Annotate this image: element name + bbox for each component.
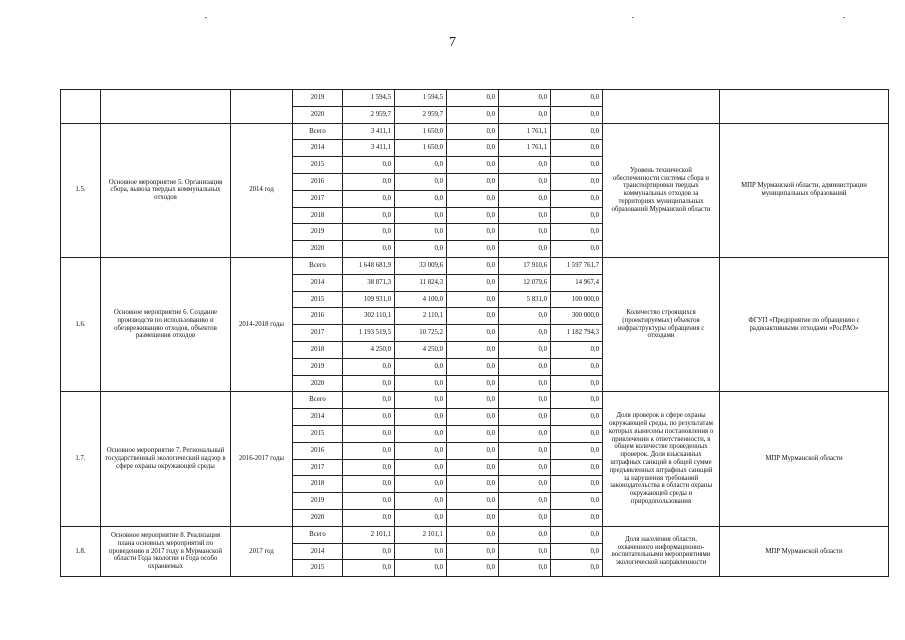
amount-cell: 1 650,0: [395, 123, 447, 140]
amount-cell: 0,0: [499, 325, 551, 342]
table-row: [61, 526, 889, 543]
amount-cell: 0,0: [447, 207, 499, 224]
amount-cell: 2 101,1: [395, 526, 447, 543]
amount-cell: 38 871,3: [343, 274, 395, 291]
amount-cell: 1 648 681,9: [343, 257, 395, 274]
amount-cell: 0,0: [447, 526, 499, 543]
amount-cell: 0,0: [343, 392, 395, 409]
year-cell: 2014: [293, 543, 343, 560]
amount-cell: 0,0: [447, 90, 499, 107]
amount-cell: 1 650,0: [395, 140, 447, 157]
amount-cell: 0,0: [447, 375, 499, 392]
amount-cell: 0,0: [499, 341, 551, 358]
amount-cell: 0,0: [499, 476, 551, 493]
amount-cell: 0,0: [343, 442, 395, 459]
activity-executor: [720, 90, 889, 124]
amount-cell: 0,0: [551, 526, 603, 543]
amount-cell: 4 250,0: [343, 341, 395, 358]
amount-cell: 0,0: [395, 409, 447, 426]
amount-cell: 0,0: [551, 140, 603, 157]
amount-cell: 1 182 794,3: [551, 325, 603, 342]
page-number: 7: [449, 35, 456, 50]
amount-cell: 0,0: [395, 509, 447, 526]
amount-cell: 11 824,3: [395, 274, 447, 291]
activity-period: 2014-2018 годы: [231, 257, 293, 391]
activity-indicator: Количество строящихся (проектируемых) объектов инфраструктуры обращения с отходами: [603, 257, 720, 391]
amount-cell: 0,0: [499, 409, 551, 426]
activity-period: 2017 год: [231, 526, 293, 576]
amount-cell: 10 725,2: [395, 325, 447, 342]
amount-cell: 0,0: [499, 526, 551, 543]
activity-indicator: [603, 90, 720, 124]
year-cell: 2018: [293, 476, 343, 493]
amount-cell: 0,0: [551, 190, 603, 207]
amount-cell: 0,0: [499, 442, 551, 459]
amount-cell: 0,0: [447, 509, 499, 526]
table-row: [61, 392, 889, 409]
activity-indicator: Доля населения области, охваченного информационно-воспитательными мероприятиями экологической направленности: [603, 526, 720, 576]
amount-cell: 0,0: [447, 476, 499, 493]
amount-cell: 0,0: [395, 157, 447, 174]
amount-cell: 0,0: [551, 509, 603, 526]
amount-cell: 0,0: [395, 207, 447, 224]
amount-cell: 0,0: [551, 241, 603, 258]
amount-cell: 0,0: [551, 543, 603, 560]
activity-name: Основное мероприятие 8. Реализация плана основных мероприятий по проведению в 2017 году в Мурманской области Года экологии и Года особо охраняемых: [101, 526, 231, 576]
amount-cell: 33 009,6: [395, 257, 447, 274]
scan-speck: [632, 17, 634, 18]
amount-cell: 0,0: [447, 358, 499, 375]
table-row: [61, 90, 889, 107]
amount-cell: 302 110,1: [343, 308, 395, 325]
amount-cell: 0,0: [551, 157, 603, 174]
amount-cell: 0,0: [551, 442, 603, 459]
amount-cell: 0,0: [447, 291, 499, 308]
activity-number: 1.6.: [61, 257, 101, 391]
amount-cell: 0,0: [343, 493, 395, 510]
activity-period: 2014 год: [231, 123, 293, 257]
amount-cell: 0,0: [447, 442, 499, 459]
program-table-container: [60, 89, 888, 577]
amount-cell: 0,0: [551, 358, 603, 375]
amount-cell: 0,0: [395, 560, 447, 577]
amount-cell: 0,0: [395, 190, 447, 207]
amount-cell: 0,0: [395, 425, 447, 442]
amount-cell: 14 967,4: [551, 274, 603, 291]
amount-cell: 0,0: [447, 241, 499, 258]
scan-speck: [205, 17, 207, 18]
amount-cell: 0,0: [551, 123, 603, 140]
activity-period: [231, 90, 293, 124]
amount-cell: 0,0: [447, 543, 499, 560]
amount-cell: 0,0: [551, 476, 603, 493]
year-cell: 2019: [293, 358, 343, 375]
amount-cell: 0,0: [343, 190, 395, 207]
year-cell: 2019: [293, 493, 343, 510]
amount-cell: 0,0: [447, 308, 499, 325]
amount-cell: 0,0: [395, 459, 447, 476]
year-cell: 2014: [293, 140, 343, 157]
amount-cell: 0,0: [343, 157, 395, 174]
year-cell: 2016: [293, 173, 343, 190]
amount-cell: 0,0: [447, 341, 499, 358]
amount-cell: 0,0: [343, 409, 395, 426]
amount-cell: 1 594,5: [343, 90, 395, 107]
amount-cell: 0,0: [447, 190, 499, 207]
amount-cell: 0,0: [395, 392, 447, 409]
activity-indicator: Уровень технической обеспеченности системы сбора и транспортировки твердых коммунальных отходов за территориях муниципальных образований Мурманской области: [603, 123, 720, 257]
year-cell: 2016: [293, 442, 343, 459]
amount-cell: 0,0: [499, 308, 551, 325]
amount-cell: 0,0: [447, 140, 499, 157]
amount-cell: 0,0: [499, 241, 551, 258]
amount-cell: 0,0: [395, 375, 447, 392]
amount-cell: 5 831,0: [499, 291, 551, 308]
amount-cell: 0,0: [447, 425, 499, 442]
year-cell: 2017: [293, 459, 343, 476]
amount-cell: 0,0: [395, 224, 447, 241]
amount-cell: 0,0: [395, 442, 447, 459]
amount-cell: 1 761,1: [499, 123, 551, 140]
year-cell: 2020: [293, 375, 343, 392]
year-cell: 2020: [293, 509, 343, 526]
amount-cell: 0,0: [499, 493, 551, 510]
amount-cell: 300 000,0: [551, 308, 603, 325]
amount-cell: 0,0: [343, 207, 395, 224]
amount-cell: 0,0: [499, 90, 551, 107]
year-cell: 2019: [293, 224, 343, 241]
amount-cell: 0,0: [447, 106, 499, 123]
activity-name: Основное мероприятие 5. Организация сбора, вывоза твердых коммунальных отходов: [101, 123, 231, 257]
amount-cell: 0,0: [343, 224, 395, 241]
activity-executor: ФГУП «Предприятие по обращению с радиоактивными отходами «РосРАО»: [720, 257, 889, 391]
activity-number: [61, 90, 101, 124]
amount-cell: 0,0: [499, 207, 551, 224]
amount-cell: 0,0: [395, 358, 447, 375]
amount-cell: 2 959,7: [395, 106, 447, 123]
amount-cell: 0,0: [499, 157, 551, 174]
amount-cell: 0,0: [447, 325, 499, 342]
amount-cell: 0,0: [343, 476, 395, 493]
amount-cell: 0,0: [395, 173, 447, 190]
amount-cell: 0,0: [551, 224, 603, 241]
activity-name: Основное мероприятие 6. Создание производств по использованию и обезвреживанию отходов, объектов размещения отходов: [101, 257, 231, 391]
amount-cell: 0,0: [499, 560, 551, 577]
amount-cell: 0,0: [499, 106, 551, 123]
amount-cell: 4 100,0: [395, 291, 447, 308]
activity-period: 2016-2017 годы: [231, 392, 293, 526]
table-row: [61, 123, 889, 140]
year-cell: 2015: [293, 425, 343, 442]
amount-cell: 3 411,1: [343, 140, 395, 157]
amount-cell: 0,0: [551, 425, 603, 442]
activity-number: 1.5.: [61, 123, 101, 257]
year-cell: 2015: [293, 157, 343, 174]
amount-cell: 0,0: [499, 173, 551, 190]
year-cell: Всего: [293, 526, 343, 543]
year-cell: 2019: [293, 90, 343, 107]
amount-cell: 2 101,1: [343, 526, 395, 543]
amount-cell: 0,0: [343, 509, 395, 526]
activity-executor: МПР Мурманской области, администрации муниципальных образований: [720, 123, 889, 257]
amount-cell: 1 761,1: [499, 140, 551, 157]
amount-cell: 0,0: [447, 173, 499, 190]
amount-cell: 0,0: [395, 241, 447, 258]
amount-cell: 0,0: [343, 173, 395, 190]
activity-number: 1.7.: [61, 392, 101, 526]
activity-indicator: Доля проверок в сфере охраны окружающей среды, по результатам которых вынесены постановления о привлечении к ответственности, в общем количестве проведенных проверок. Доля взысканных штрафных санкций в общей сумме предъявленных штрафных санкций за нарушения требований законодательства в области охраны окружающей среды и природопользования: [603, 392, 720, 526]
amount-cell: 3 411,1: [343, 123, 395, 140]
amount-cell: 0,0: [343, 560, 395, 577]
amount-cell: 0,0: [551, 375, 603, 392]
year-cell: Всего: [293, 123, 343, 140]
year-cell: 2015: [293, 291, 343, 308]
amount-cell: 2 110,1: [395, 308, 447, 325]
amount-cell: 1 193 519,5: [343, 325, 395, 342]
amount-cell: 0,0: [551, 341, 603, 358]
amount-cell: 109 931,0: [343, 291, 395, 308]
amount-cell: 0,0: [499, 509, 551, 526]
amount-cell: 1 597 761,7: [551, 257, 603, 274]
amount-cell: 0,0: [499, 224, 551, 241]
amount-cell: 17 910,6: [499, 257, 551, 274]
amount-cell: 0,0: [343, 543, 395, 560]
amount-cell: 0,0: [447, 392, 499, 409]
amount-cell: 0,0: [551, 409, 603, 426]
table-row: [61, 257, 889, 274]
year-cell: Всего: [293, 257, 343, 274]
amount-cell: 0,0: [551, 459, 603, 476]
year-cell: 2015: [293, 560, 343, 577]
amount-cell: 0,0: [499, 375, 551, 392]
amount-cell: 0,0: [343, 358, 395, 375]
activity-name: [101, 90, 231, 124]
amount-cell: 0,0: [447, 157, 499, 174]
amount-cell: 4 250,0: [395, 341, 447, 358]
amount-cell: 0,0: [447, 224, 499, 241]
amount-cell: 0,0: [551, 560, 603, 577]
amount-cell: 0,0: [447, 459, 499, 476]
amount-cell: 0,0: [551, 173, 603, 190]
amount-cell: 0,0: [551, 392, 603, 409]
amount-cell: 0,0: [343, 459, 395, 476]
amount-cell: 0,0: [499, 190, 551, 207]
year-cell: Всего: [293, 392, 343, 409]
activity-name: Основное мероприятие 7. Региональный государственный экологический надзор в сфере охраны окружающей среды: [101, 392, 231, 526]
program-activities-table: [60, 89, 889, 577]
amount-cell: 0,0: [343, 241, 395, 258]
amount-cell: 0,0: [499, 425, 551, 442]
year-cell: 2014: [293, 274, 343, 291]
year-cell: 2016: [293, 308, 343, 325]
year-cell: 2018: [293, 341, 343, 358]
activity-executor: МПР Мурманской области: [720, 526, 889, 576]
activity-number: 1.8.: [61, 526, 101, 576]
year-cell: 2018: [293, 207, 343, 224]
amount-cell: 0,0: [447, 493, 499, 510]
amount-cell: 0,0: [395, 543, 447, 560]
amount-cell: 0,0: [551, 90, 603, 107]
amount-cell: 12 079,6: [499, 274, 551, 291]
amount-cell: 0,0: [447, 409, 499, 426]
amount-cell: 0,0: [499, 392, 551, 409]
amount-cell: 0,0: [447, 257, 499, 274]
amount-cell: 0,0: [395, 476, 447, 493]
amount-cell: 0,0: [447, 560, 499, 577]
amount-cell: 100 000,0: [551, 291, 603, 308]
amount-cell: 0,0: [343, 375, 395, 392]
year-cell: 2014: [293, 409, 343, 426]
amount-cell: 0,0: [551, 493, 603, 510]
amount-cell: 0,0: [447, 274, 499, 291]
amount-cell: 0,0: [499, 459, 551, 476]
amount-cell: 1 594,5: [395, 90, 447, 107]
amount-cell: 0,0: [447, 123, 499, 140]
year-cell: 2020: [293, 106, 343, 123]
year-cell: 2017: [293, 325, 343, 342]
amount-cell: 0,0: [343, 425, 395, 442]
scan-speck: [843, 17, 845, 18]
amount-cell: 0,0: [499, 543, 551, 560]
year-cell: 2020: [293, 241, 343, 258]
amount-cell: 0,0: [395, 493, 447, 510]
activity-executor: МПР Мурманской области: [720, 392, 889, 526]
amount-cell: 0,0: [551, 207, 603, 224]
year-cell: 2017: [293, 190, 343, 207]
amount-cell: 2 959,7: [343, 106, 395, 123]
amount-cell: 0,0: [499, 358, 551, 375]
amount-cell: 0,0: [551, 106, 603, 123]
